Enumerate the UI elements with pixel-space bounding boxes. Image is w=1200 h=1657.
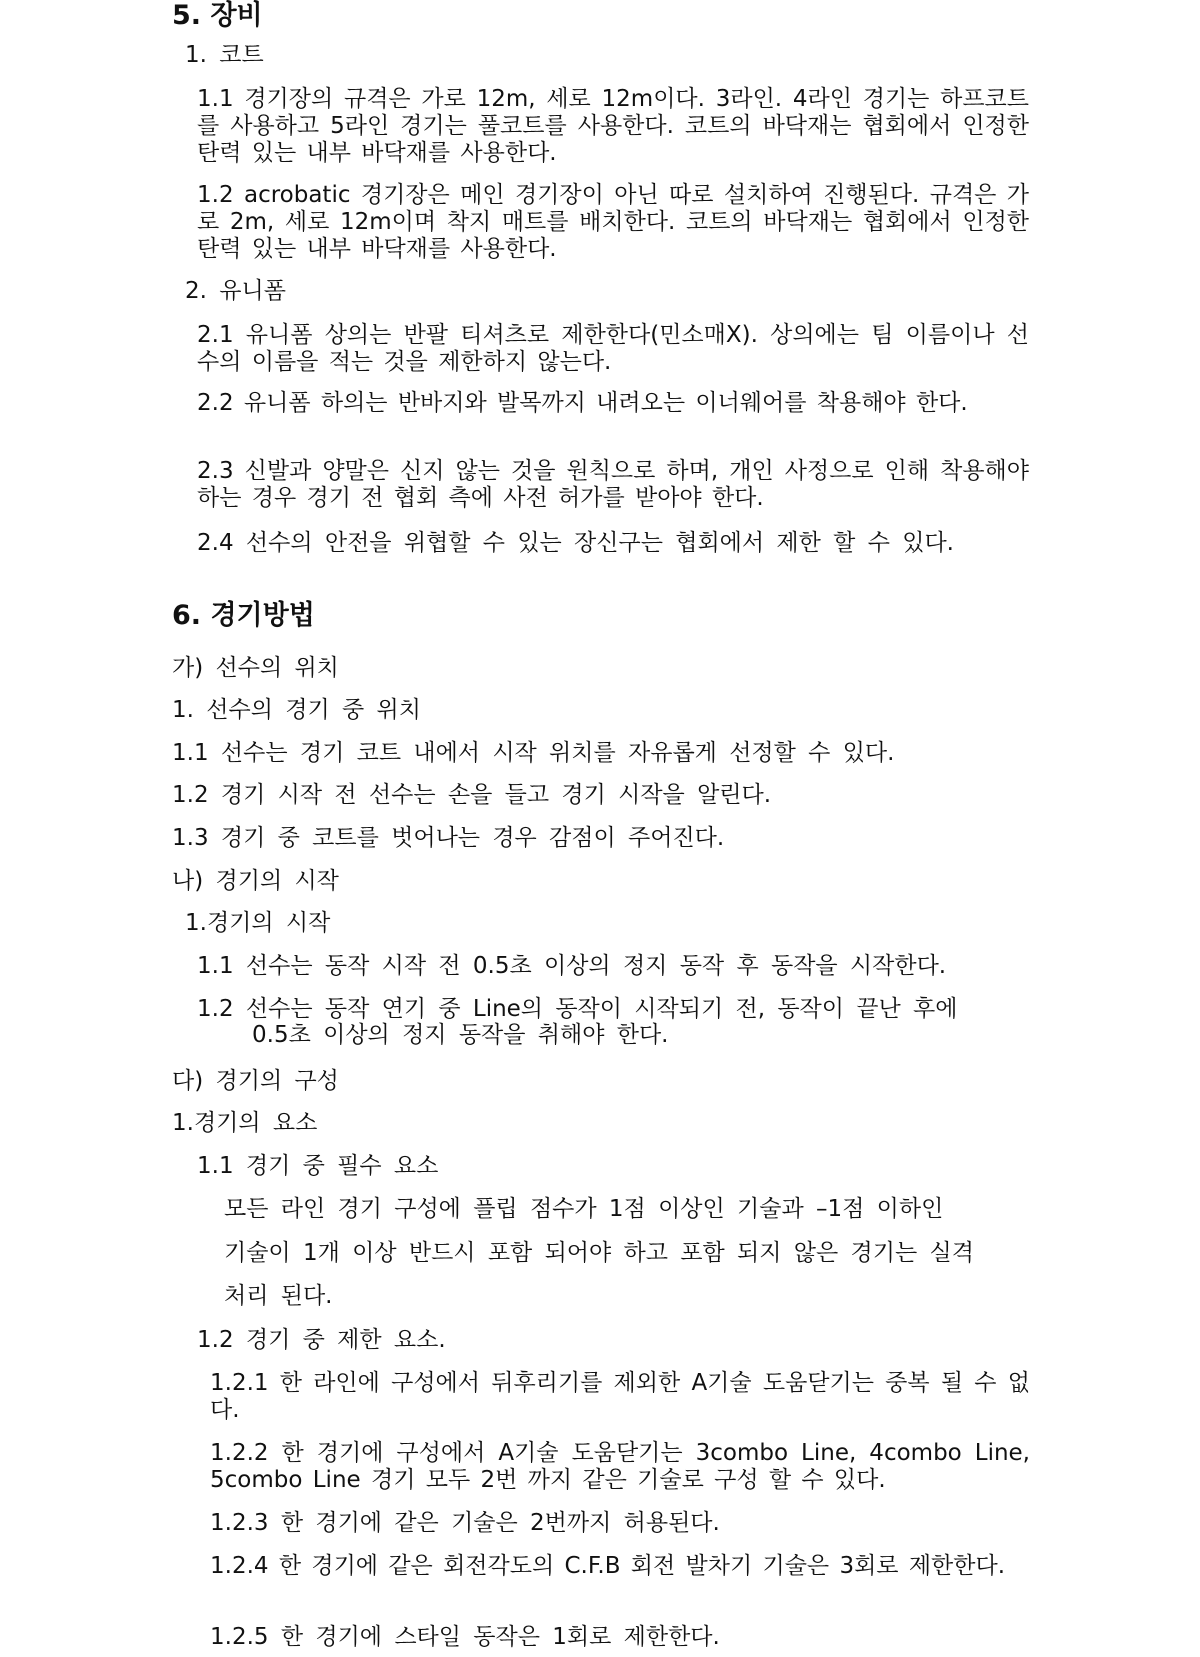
paragraph-2-1: 2.1 유니폼 상의는 반팔 티셔츠로 제한한다(민소매X). 상의에는 팀 이름이나 선수의 이름을 적는 것을 제한하지 않는다. [197,322,1029,375]
item-ga-1-3: 1.3 경기 중 코트를 벗어나는 경우 감점이 주어진다. [172,825,725,851]
rule-1-2-2: 1.2.2 한 경기에 구성에서 A기술 도움닫기는 3combo Line, 4combo Line, 5combo Line 경기 모두 2번 까지 같은 기술로 구성 할 수 있다. [210,1440,1030,1493]
rule-1-2-5: 1.2.5 한 경기에 스타일 동작은 1회로 제한한다. [210,1624,720,1650]
subsection-da-heading: 다) 경기의 구성 [172,1068,339,1094]
subsection-ga-sub: 1. 선수의 경기 중 위치 [172,697,421,723]
paragraph-2-3: 2.3 신발과 양말은 신지 않는 것을 원칙으로 하며, 개인 사정으로 인해 착용해야 하는 경우 경기 전 협회 측에 사전 허가를 받아야 한다. [197,458,1029,511]
item-na-1-2-line1: 1.2 선수는 동작 연기 중 Line의 동작이 시작되기 전, 동작이 끝난 후에 [197,996,958,1022]
rule-1-2-4: 1.2.4 한 경기에 같은 회전각도의 C.F.B 회전 발차기 기술은 3회로 제한한다. [210,1553,1006,1579]
court-heading: 1. 코트 [185,42,264,68]
item-na-1-2-line2: 0.5초 이상의 정지 동작을 취해야 한다. [252,1022,669,1048]
uniform-heading: 2. 유니폼 [185,278,286,304]
rule-1-2-1: 1.2.1 한 라인에 구성에서 뒤후리기를 제외한 A기술 도움닫기는 중복 될 수 없다. [210,1370,1030,1423]
section-5-title: 5. 장비 [172,0,263,31]
item-da-1-1: 1.1 경기 중 필수 요소 [197,1153,439,1179]
paragraph-1-1: 1.1 경기장의 규격은 가로 12m, 세로 12m이다. 3라인. 4라인 경기는 하프코트를 사용하고 5라인 경기는 풀코트를 사용한다. 코트의 바닥재는 협회에서 인정한 탄력 있는 내부 바닥재를 사용한다. [197,86,1029,166]
item-da-body-line1: 모든 라인 경기 구성에 플립 점수가 1점 이상인 기술과 –1점 이하인 [224,1196,944,1222]
item-da-body-line3: 처리 된다. [224,1283,333,1309]
item-da-body-line2: 기술이 1개 이상 반드시 포함 되어야 하고 포함 되지 않은 경기는 실격 [224,1240,974,1266]
item-na-1-1: 1.1 선수는 동작 시작 전 0.5초 이상의 정지 동작 후 동작을 시작한다. [197,953,947,979]
paragraph-1-2: 1.2 acrobatic 경기장은 메인 경기장이 아닌 따로 설치하여 진행된다. 규격은 가로 2m, 세로 12m이며 착지 매트를 배치한다. 코트의 바닥재는 협회에서 인정한 탄력 있는 내부 바닥재를 사용한다. [197,182,1029,262]
subsection-na-heading: 나) 경기의 시작 [172,868,339,894]
paragraph-2-4: 2.4 선수의 안전을 위협할 수 있는 장신구는 협회에서 제한 할 수 있다. [197,530,954,556]
item-da-1-2: 1.2 경기 중 제한 요소. [197,1327,446,1353]
item-ga-1-2: 1.2 경기 시작 전 선수는 손을 들고 경기 시작을 알린다. [172,782,772,808]
subsection-ga-heading: 가) 선수의 위치 [172,655,339,681]
subsection-da-sub: 1.경기의 요소 [172,1110,318,1136]
rule-1-2-3: 1.2.3 한 경기에 같은 기술은 2번까지 허용된다. [210,1510,720,1536]
section-6-title: 6. 경기방법 [172,600,315,631]
subsection-na-sub: 1.경기의 시작 [185,910,331,936]
item-ga-1-1: 1.1 선수는 경기 코트 내에서 시작 위치를 자유롭게 선정할 수 있다. [172,740,895,766]
paragraph-2-2: 2.2 유니폼 하의는 반바지와 발목까지 내려오는 이너웨어를 착용해야 한다. [197,390,968,416]
